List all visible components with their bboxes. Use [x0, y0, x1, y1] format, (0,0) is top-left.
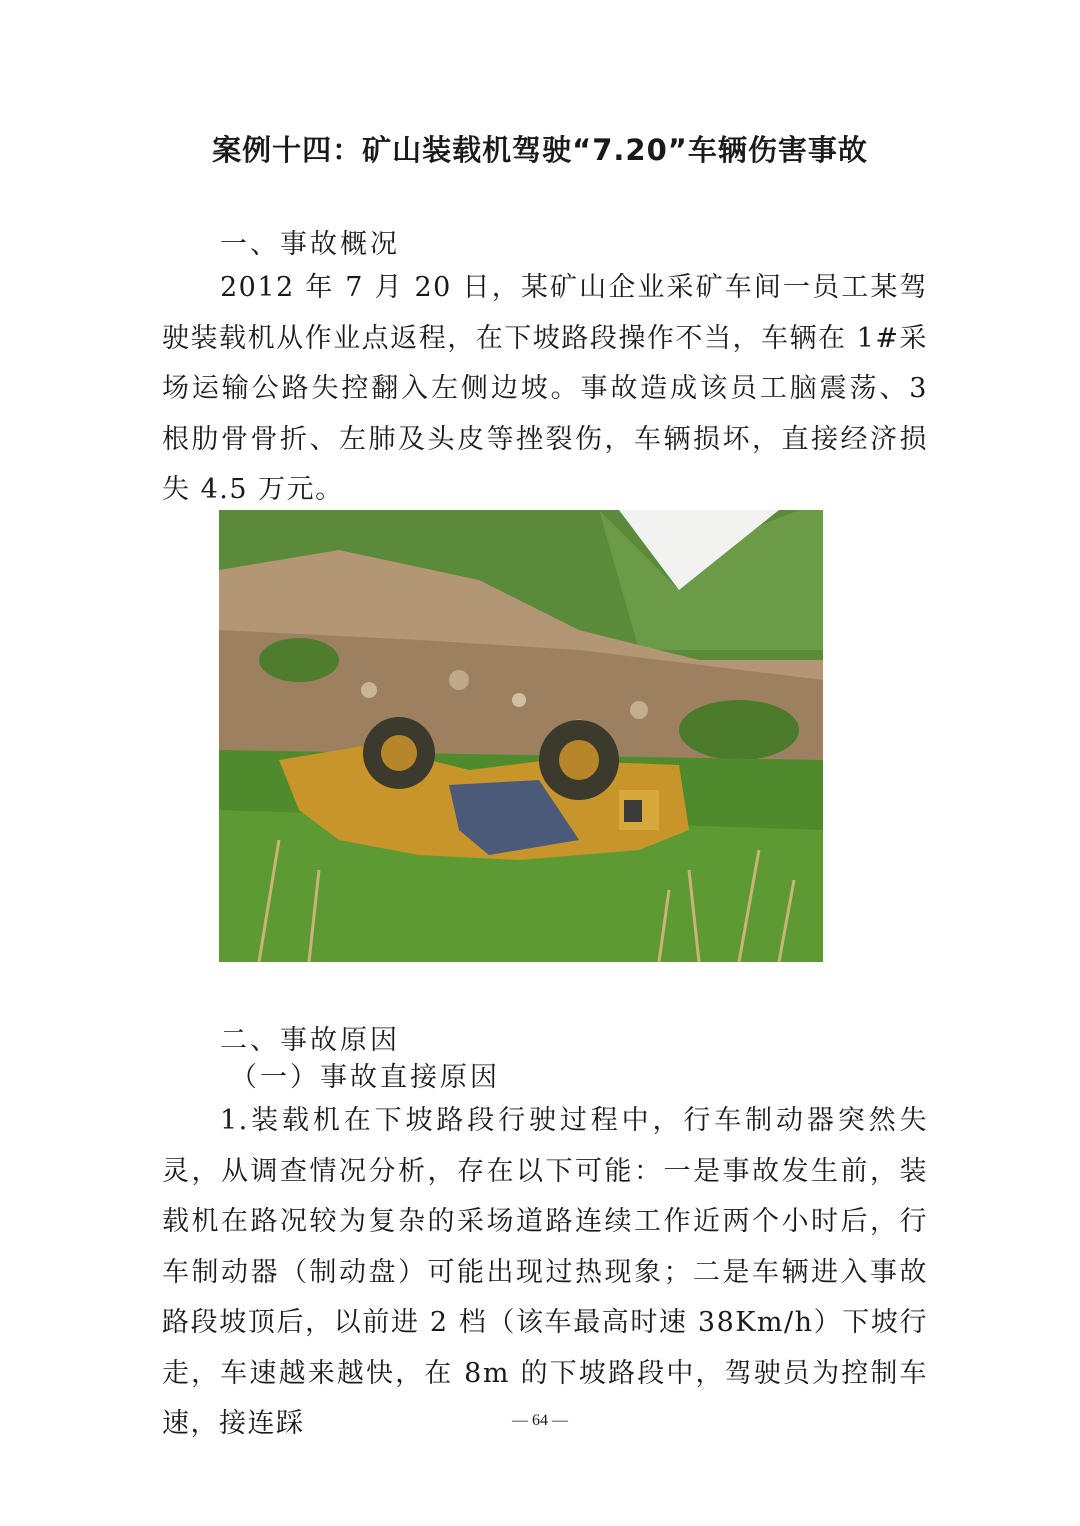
subheading-direct-causes: （一）事故直接原因 [230, 1062, 500, 1093]
overview-paragraph: 2012 年 7 月 20 日，某矿山企业采矿车间一员工某驾驶装载机从作业点返程，在下坡路段操作不当，车辆在 1#采场运输公路失控翻入左侧边坡。事故造成该员工脑震荡、3 根肋骨骨折、左肺及头皮等挫裂伤，车辆损坏，直接经济损失 4.5 万元。 [162, 272, 928, 505]
overturned-loader-image [219, 510, 823, 962]
section-heading-overview: 一、事故概况 [220, 229, 400, 260]
section-heading-causes: 二、事故原因 [220, 1025, 400, 1056]
page-title: 案例十四：矿山装载机驾驶“7.20”车辆伤害事故 [212, 133, 868, 167]
accident-photo [219, 510, 823, 962]
direct-causes-paragraph: 1.装载机在下坡路段行驶过程中，行车制动器突然失灵，从调查情况分析，存在以下可能：一是事故发生前，装载机在路况较为复杂的采场道路连续工作近两个小时后，行车制动器（制动盘）可能出现过热现象；二是车辆进入事故路段坡顶后，以前进 2 档（该车最高时速 38Km/h）下坡行走，车速越来越快，在 8m 的下坡路段中，驾驶员为控制车速，接连踩 [162, 1105, 928, 1439]
page-number: — 64 — [512, 1412, 568, 1429]
